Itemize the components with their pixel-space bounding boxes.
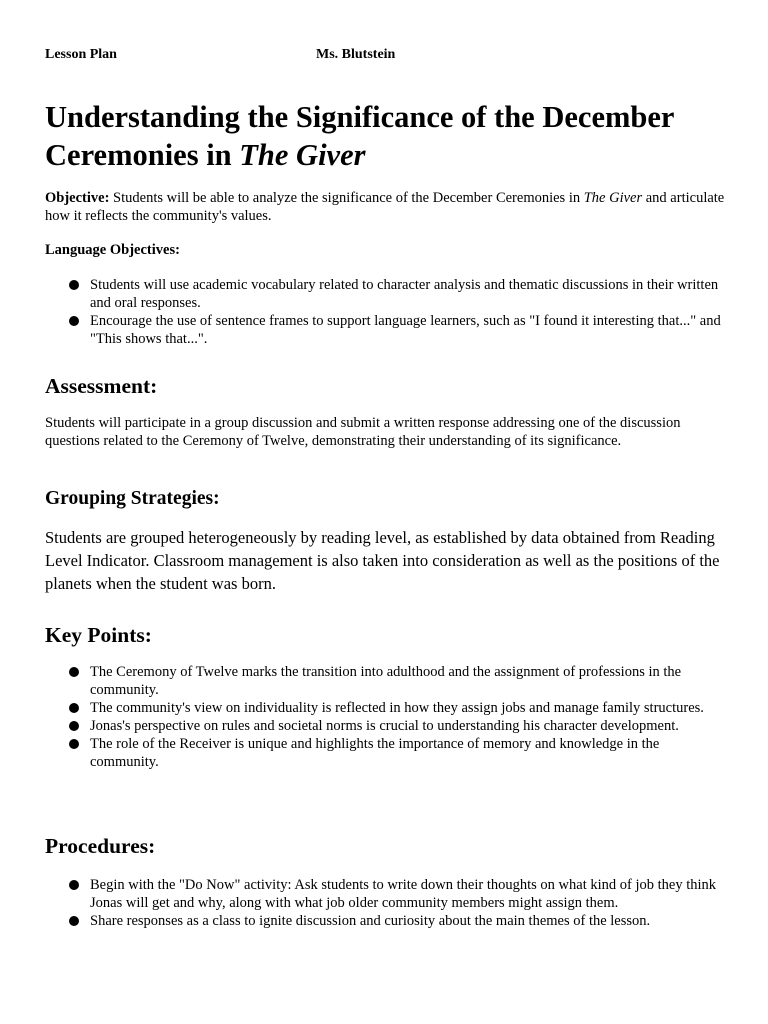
bullet-icon [69, 721, 79, 731]
list-item-text: Begin with the "Do Now" activity: Ask students to write down their thoughts on what kind of job they think Jonas will get and why, along with what job older community members might assign them. [90, 877, 717, 911]
list-item [45, 663, 730, 699]
bullet-icon [69, 280, 79, 290]
list-item-text: The community's view on individuality is reflected in how they assign jobs and manage family structures. [90, 700, 704, 716]
list-item [45, 717, 730, 735]
assessment-text: Students will participate in a group discussion and submit a written response addressing one of the discussion questions related to the Ceremony of Twelve, demonstrating their understanding of its significance. [45, 415, 681, 449]
language-objectives-title: Language Objectives: [45, 242, 180, 258]
list-item-text: Jonas's perspective on rules and societal norms is crucial to understanding his character development. [90, 718, 679, 734]
language-objectives-list [45, 276, 730, 348]
bullet-icon [69, 880, 79, 890]
bullet-icon [69, 667, 79, 677]
document-title [45, 98, 735, 174]
page-header [45, 47, 730, 67]
key-points-heading: Key Points: [45, 623, 152, 647]
objective-label: Objective: [45, 190, 110, 206]
header-teacher-name: Ms. Blutstein [316, 47, 396, 62]
list-item [45, 876, 730, 912]
list-item [45, 312, 730, 348]
list-item-text: The role of the Receiver is unique and highlights the importance of memory and knowledge in the community. [90, 736, 660, 770]
objective-text-after: and articulate how it reflects the community's values. [45, 190, 725, 224]
list-item [45, 276, 730, 312]
bullet-icon [69, 703, 79, 713]
grouping-heading: Grouping Strategies: [45, 488, 220, 509]
objective-paragraph [45, 190, 725, 225]
list-item-text: Encourage the use of sentence frames to support language learners, such as "I found it interesting that..." and "This shows that...". [90, 313, 721, 347]
list-item-text: Share responses as a class to ignite discussion and curiosity about the main themes of the lesson. [90, 913, 651, 929]
key-points-list [45, 663, 730, 771]
bullet-icon [69, 316, 79, 326]
bullet-icon [69, 739, 79, 749]
objective-book: The Giver [583, 190, 643, 206]
grouping-text: Students are grouped heterogeneously by reading level, as established by data obtained from Reading Level Indicator. Classroom management is also taken into consideration as well as the positions of the planets when the student was born. [45, 528, 720, 593]
title-book: The Giver [239, 138, 366, 172]
list-item-text: Students will use academic vocabulary related to character analysis and thematic discussions in their written and oral responses. [90, 277, 719, 311]
procedures-list [45, 876, 730, 930]
assessment-heading: Assessment: [45, 374, 158, 398]
title-main: Understanding the Significance of the December Ceremonies in [45, 100, 674, 172]
bullet-icon [69, 916, 79, 926]
list-item [45, 699, 730, 717]
list-item [45, 912, 730, 930]
procedures-heading: Procedures: [45, 834, 156, 858]
list-item-text: The Ceremony of Twelve marks the transition into adulthood and the assignment of professions in the community. [90, 664, 682, 698]
list-item [45, 735, 730, 771]
header-lesson-plan: Lesson Plan [45, 47, 117, 62]
objective-text-before: Students will be able to analyze the significance of the December Ceremonies in [109, 190, 584, 206]
